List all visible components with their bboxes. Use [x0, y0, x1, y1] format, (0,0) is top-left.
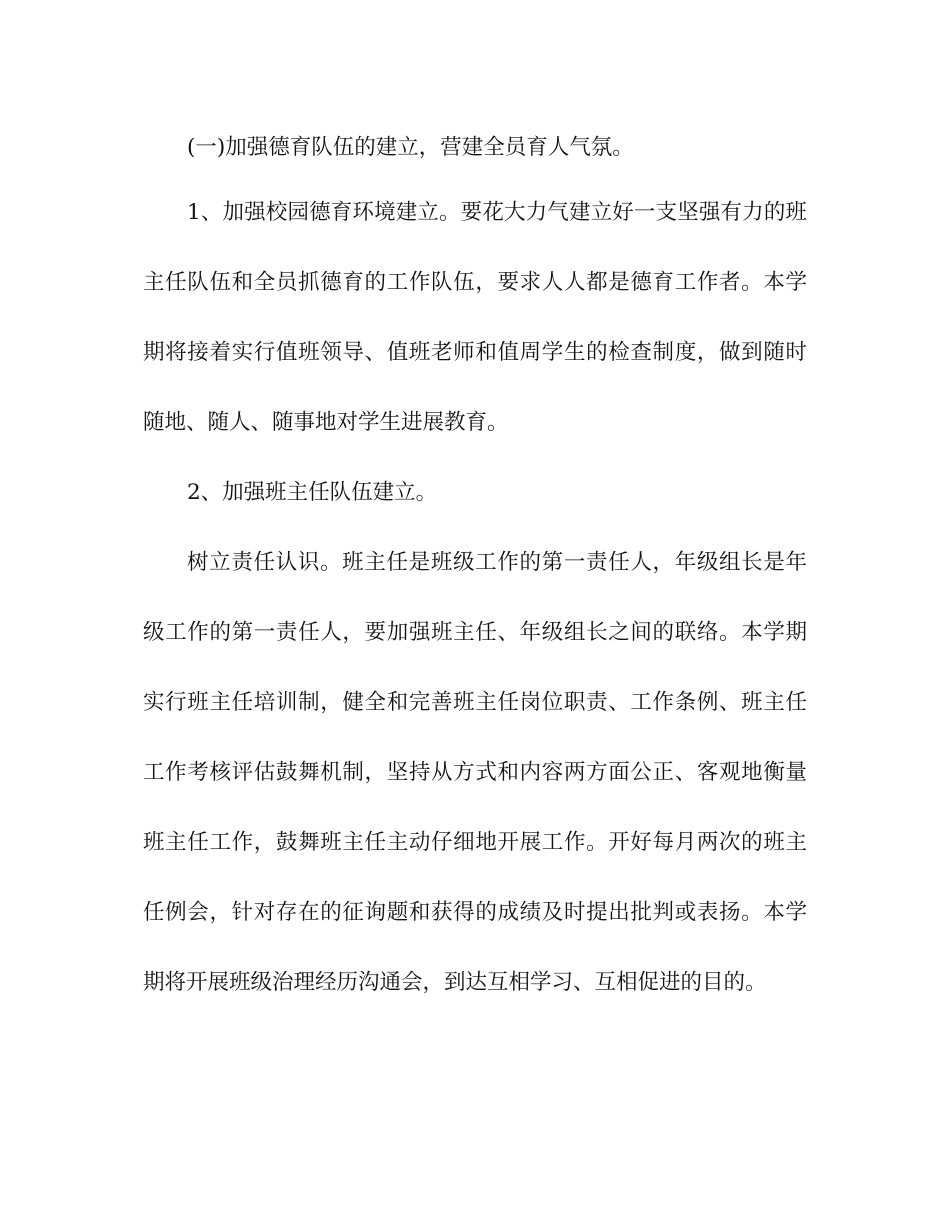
paragraph-1-line-3: 期将接着实行值班领导、值班老师和值周学生的检查制度，做到随时	[143, 340, 807, 365]
paragraph-3-line-5: 班主任工作，鼓舞班主任主动仔细地开展工作。开好每月两次的班主	[143, 830, 807, 855]
paragraph-2-line-1: 2、加强班主任队伍建立。	[187, 480, 438, 505]
paragraph-3-line-4: 工作考核评估鼓舞机制，坚持从方式和内容两方面公正、客观地衡量	[143, 760, 807, 785]
paragraph-1-line-1: 1、加强校园德育环境建立。要花大力气建立好一支坚强有力的班	[187, 200, 807, 225]
section-heading: (一)加强德育队伍的建立，营建全员育人气氛。	[187, 135, 634, 160]
paragraph-3-line-3: 实行班主任培训制，健全和完善班主任岗位职责、工作条例、班主任	[143, 690, 807, 715]
paragraph-3-line-1: 树立责任认识。班主任是班级工作的第一责任人，年级组长是年	[187, 550, 807, 575]
paragraph-1-line-4: 随地、随人、随事地对学生进展教育。	[143, 410, 509, 435]
document-body	[143, 118, 807, 1018]
paragraph-1-line-2: 主任队伍和全员抓德育的工作队伍，要求人人都是德育工作者。本学	[143, 270, 807, 295]
paragraph-3-line-6: 任例会，针对存在的征询题和获得的成绩及时提出批判或表扬。本学	[143, 900, 807, 925]
paragraph-3-line-7: 期将开展班级治理经历沟通会，到达互相学习、互相促进的目的。	[143, 970, 767, 995]
paragraph-3-line-2: 级工作的第一责任人，要加强班主任、年级组长之间的联络。本学期	[143, 620, 807, 645]
